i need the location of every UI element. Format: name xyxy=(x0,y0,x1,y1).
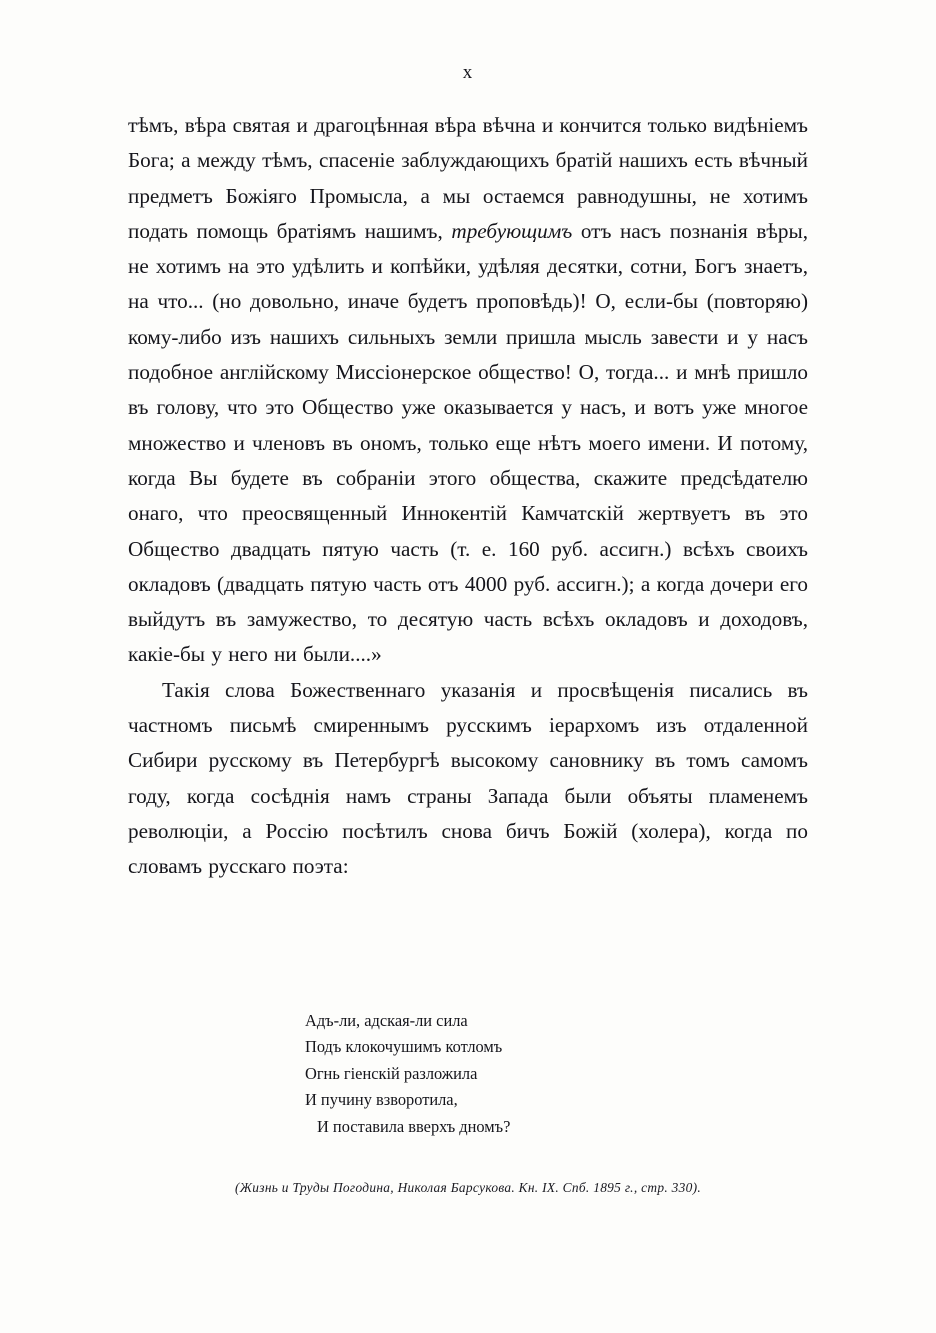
paragraph-1-part-2: отъ насъ познанія вѣры, не хотимъ на это удѣлить и копѣйки, удѣляя десятки, сотни, Богъ знаетъ, на что... (но довольно, иначе будетъ проповѣдь)! О, если-бы (повторяю) кому-либо изъ нашихъ сильныхъ земли пришла мысль завести и у насъ подобное англійскому Миссіонерское общество! О, тогда... и мнѣ пришло въ голову, что это Общество уже оказывается у насъ, и вотъ уже многое множество и членовъ въ ономъ, только еще нѣтъ моего имени. И потому, когда Вы будете въ собраніи этого общества, скажите предсѣдателю онаго, что преосвященный Иннокентій Камчатскій жертвуетъ въ это Общество двадцать пятую часть (т. е. 160 руб. ассигн.) всѣхъ своихъ окладовъ (двадцать пятую часть отъ 4000 руб. ассигн.); а когда дочери его выйдутъ въ замужество, то десятую часть всѣхъ окладовъ и доходовъ, какіе-бы у него ни были....» xyxy=(128,218,808,667)
body-text xyxy=(128,108,808,885)
paragraph-1 xyxy=(128,108,808,673)
page-number: x xyxy=(462,62,474,83)
verse-line: Адъ-ли, адская-ли сила xyxy=(305,1011,468,1030)
paragraph-1-emphasis: требующимъ xyxy=(451,218,573,243)
verse-line: И поставила вверхъ дномъ? xyxy=(317,1116,511,1136)
paragraph-2: Такія слова Божественнаго указанія и просвѣщенія писались въ частномъ письмѣ смиреннымъ русскимъ іерархомъ изъ отдаленной Сибири русскому въ Петербургѣ высокому сановнику въ томъ самомъ году, когда сосѣднія намъ страны Запада были объяты пламенемъ революціи, а Россію посѣтилъ снова бичъ Божій (холера), когда по словамъ русскаго поэта: xyxy=(128,677,808,879)
source-citation: (Жизнь и Труды Погодина, Николая Барсукова. Кн. IX. Спб. 1895 г., стр. 330). xyxy=(234,1180,702,1195)
verse-line: Огнь гіенскій разложила xyxy=(305,1063,478,1083)
paragraph-1-part-1: тѣмъ, вѣра святая и драгоцѣнная вѣра вѣчна и кончится только видѣніемъ Бога; а между тѣмъ, спасеніе заблуждающихъ братій нашихъ есть вѣчный предметъ Божіяго Промысла, а мы остаемся равнодушны, не хотимъ подать помощь братіямъ нашимъ, xyxy=(128,113,808,243)
verse-line: Подъ клокочушимъ котломъ xyxy=(305,1037,503,1057)
verse-block xyxy=(305,1008,725,1140)
verse-line: И пучину взворотила, xyxy=(305,1090,458,1110)
